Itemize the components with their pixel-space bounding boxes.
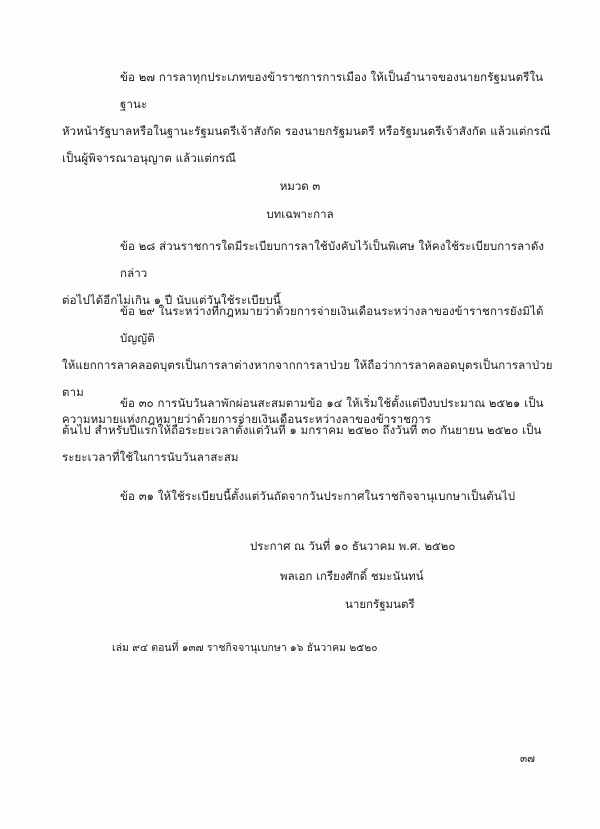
signatory-position: นายกรัฐมนตรี <box>345 597 415 611</box>
section-31 <box>62 483 562 510</box>
section-27-line-3: เป็นผู้พิจารณาอนุญาต แล้วแต่กรณี <box>62 151 237 165</box>
section-30-line-2: ต้นไป สำหรับปีแรกให้ถือระยะเวลาตั้งแต่วันที่ ๑ มกราคม ๒๕๒๐ ถึงวันที่ ๓๐ กันยายน ๒๕๒๐ เป็น <box>62 423 542 437</box>
section-27-line-1: ข้อ ๒๗ การลาทุกประเภทของข้าราชการการเมือง ให้เป็นอำนาจของนายกรัฐมนตรีในฐานะ <box>120 70 544 111</box>
section-27 <box>62 64 562 172</box>
chapter-title: บทเฉพาะกาล <box>266 207 334 221</box>
page-number: ๓๗ <box>520 753 536 765</box>
gazette-reference: เล่ม ๙๔ ตอนที่ ๑๓๗ ราชกิจจานุเบกษา ๑๖ ธันวาคม ๒๕๒๐ <box>112 642 378 654</box>
section-31-line-1: ข้อ ๓๑ ให้ใช้ระเบียบนี้ตั้งแต่วันถัดจากวันประกาศในราชกิจจานุเบกษาเป็นต้นไป <box>120 489 516 503</box>
section-29-line-3: ความหมายแห่งกฎหมายว่าด้วยการจ่ายเงินเดือนระหว่างลาของข้าราชการ <box>62 412 431 426</box>
section-30-line-3: ระยะเวลาที่ใช้ในการนับวันลาสะสม <box>62 450 239 464</box>
chapter-number: หมวด ๓ <box>279 179 321 193</box>
section-29-line-2: ให้แยกการลาคลอดบุตรเป็นการลาต่างหากจากการลาป่วย ให้ถือว่าการลาคลอดบุตรเป็นการลาป่วยตาม <box>62 358 553 399</box>
section-27-line-2: หัวหน้ารัฐบาลหรือในฐานะรัฐมนตรีเจ้าสังกัด รองนายกรัฐมนตรี หรือรัฐมนตรีเจ้าสังกัด แล้วแต่กรณี <box>62 124 551 138</box>
section-30 <box>62 390 562 471</box>
section-29-line-1: ข้อ ๒๙ ในระหว่างที่กฎหมายว่าด้วยการจ่ายเงินเดือนระหว่างลาของข้าราชการยังมิได้บัญญัติ <box>120 304 544 345</box>
proclamation-date: ประกาศ ณ วันที่ ๑๐ ธันวาคม พ.ศ. ๒๕๒๐ <box>250 539 456 553</box>
section-28-line-1: ข้อ ๒๘ ส่วนราชการใดมีระเบียบการลาใช้บังคับไว้เป็นพิเศษ ให้คงใช้ระเบียบการลาดังกล่าว <box>120 239 545 280</box>
section-30-line-1: ข้อ ๓๐ การนับวันลาพักผ่อนสะสมตามข้อ ๑๔ ให้เริ่มใช้ตั้งแต่ปีงบประมาณ ๒๕๒๑ เป็น <box>120 396 544 410</box>
signatory-name: พลเอก เกรียงศักดิ์ ชมะนันทน์ <box>280 569 424 583</box>
section-28-line-2: ต่อไปได้อีกไม่เกิน ๑ ปี นับแต่วันใช้ระเบียบนี้ <box>62 293 281 307</box>
